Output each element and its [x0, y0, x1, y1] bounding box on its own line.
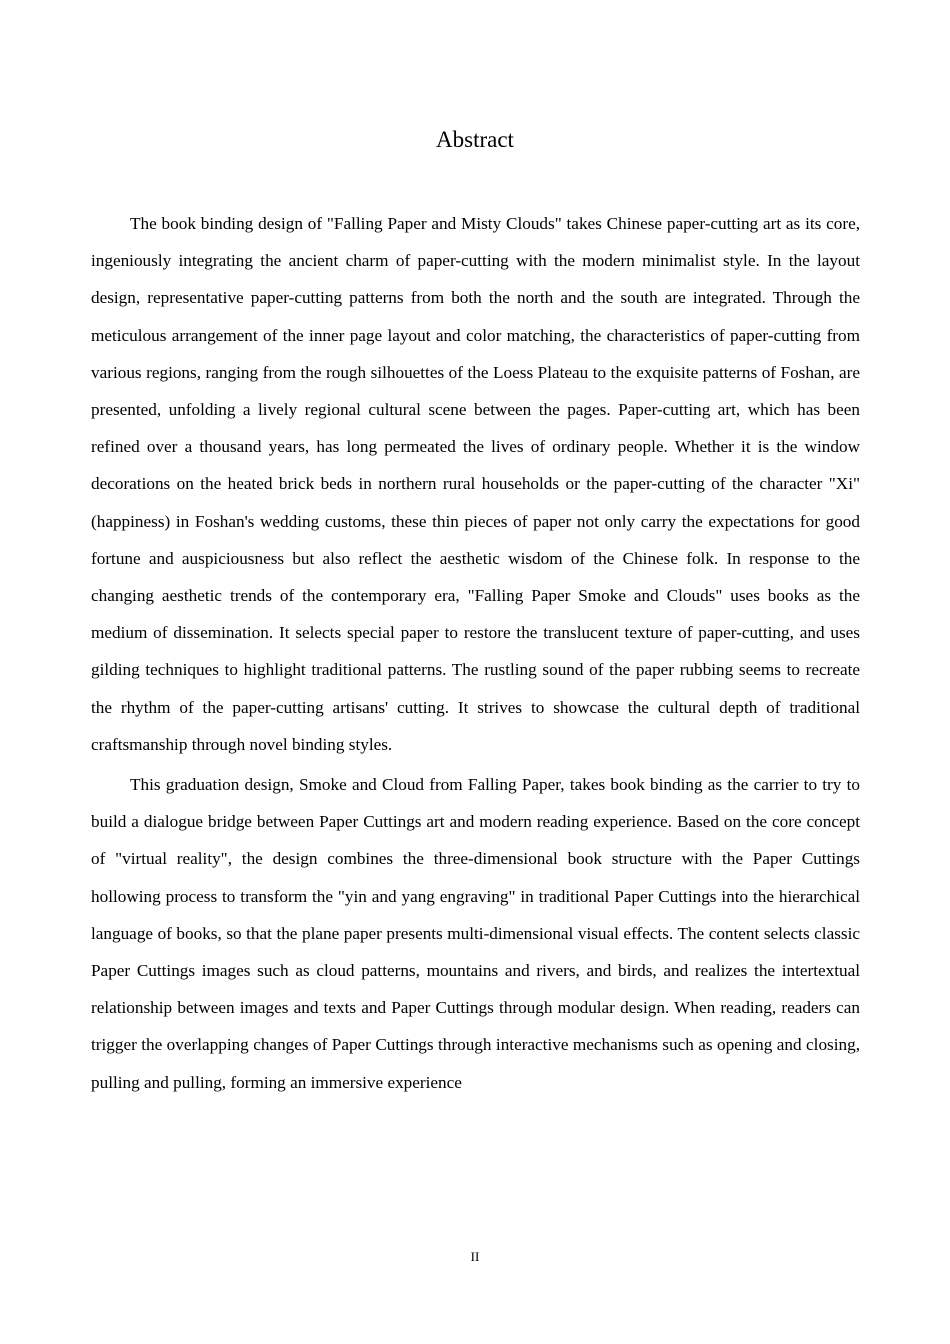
page-number: II — [470, 1249, 480, 1264]
page-title: Abstract — [436, 127, 514, 152]
abstract-paragraph-1: The book binding design of "Falling Paper and Misty Clouds" takes Chinese paper-cutting art as its core, ingeniously integrating the ancient charm of paper-cutting with the modern minimalist style. In the layout design, representative paper-cutting patterns from both the north and the south are integrated. Through the meticulous arrangement of the inner page layout and color matching, the characteristics of paper-cutting from various regions, ranging from the rough silhouettes of the Loess Plateau to the exquisite patterns of Foshan, are presented, unfolding a lively regional cultural scene between the pages. Paper-cutting art, which has been refined over a thousand years, has long permeated the lives of ordinary people. Whether it is the window decorations on the heated brick beds in northern rural households or the paper-cutting of the character "Xi" (happiness) in Foshan's wedding customs, these thin pieces of paper not only carry the expectations for good fortune and auspiciousness but also reflect the aesthetic wisdom of the Chinese folk. In response to the changing aesthetic trends of the contemporary era, "Falling Paper Smoke and Clouds" uses books as the medium of dissemination. It selects special paper to restore the translucent texture of paper-cutting, and uses gilding techniques to highlight traditional patterns. The rustling sound of the paper rubbing seems to recreate the rhythm of the paper-cutting artisans' cutting. It strives to showcase the cultural depth of traditional craftsmanship through novel binding styles. — [91, 214, 860, 754]
abstract-paragraph-2: This graduation design, Smoke and Cloud from Falling Paper, takes book binding as the carrier to try to build a dialogue bridge between Paper Cuttings art and modern reading experience. Based on the core concept of "virtual reality", the design combines the three-dimensional book structure with the Paper Cuttings hollowing process to transform the "yin and yang engraving" in traditional Paper Cuttings into the hierarchical language of books, so that the plane paper presents multi-dimensional visual effects. The content selects classic Paper Cuttings images such as cloud patterns, mountains and rivers, and birds, and realizes the intertextual relationship between images and texts and Paper Cuttings through modular design. When reading, readers can trigger the overlapping changes of Paper Cuttings through interactive mechanisms such as opening and closing, pulling and pulling, forming an immersive experience — [91, 775, 860, 1092]
abstract-body — [91, 205, 860, 1104]
